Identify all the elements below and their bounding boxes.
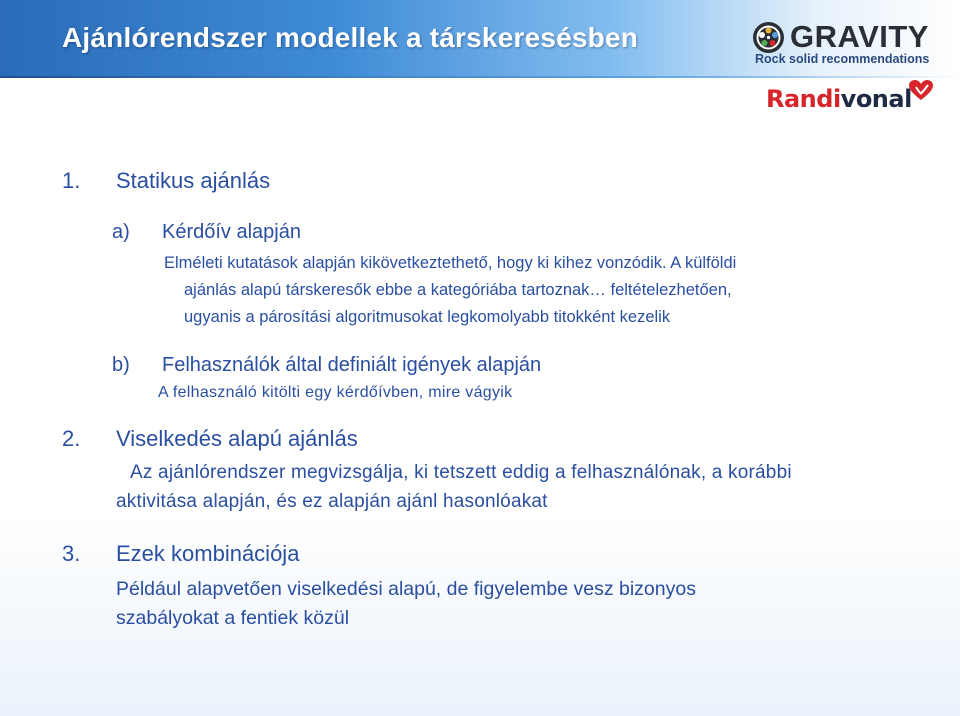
section-1-number: 1.	[62, 168, 81, 193]
section-1b-text-line-1: A felhasználó kitölti egy kérdőívben, mire vágyik	[158, 384, 513, 401]
section-1b-title: Felhasználók által definiált igények alapján	[162, 354, 542, 376]
section-3-text-line-2: szabályokat a fentiek közül	[116, 607, 350, 629]
section-3-text-line-1: Például alapvetően viselkedési alapú, de figyelembe vesz bizonyos	[116, 578, 696, 600]
section-2-text-line-2: aktivitása alapján, és ez alapján ajánl hasonlóakat	[116, 491, 548, 512]
section-3-number: 3.	[62, 541, 81, 566]
section-1a-text-line-3: ugyanis a párosítási algoritmusokat legkomolyabb titokként kezelik	[184, 308, 671, 326]
section-1-title: Statikus ajánlás	[116, 168, 271, 193]
section-3-title: Ezek kombinációja	[116, 541, 300, 566]
randivonal-wordmark-part1: Randi	[766, 85, 841, 113]
section-1a-text-line-1: Elméleti kutatások alapján kikövetkeztethető, hogy ki kihez vonzódik. A külföldi	[164, 254, 737, 272]
section-2-title: Viselkedés alapú ajánlás	[116, 426, 358, 451]
slide-title: Ajánlórendszer modellek a társkeresésben	[62, 22, 639, 53]
section-1b-letter: b)	[112, 354, 130, 376]
section-2-number: 2.	[62, 426, 81, 451]
section-1a-text-line-2: ajánlás alapú társkeresők ebbe a kategóriába tartoznak… feltételezhetően,	[184, 281, 732, 299]
section-2-text-line-1: Az ajánlórendszer megvizsgálja, ki tetszett eddig a felhasználónak, a korábbi	[130, 462, 792, 483]
section-1a-title: Kérdőív alapján	[162, 221, 301, 243]
randivonal-wordmark-part2: vonal	[840, 85, 912, 113]
gravity-wordmark: GRAVITY	[790, 19, 929, 54]
gravity-tagline: Rock solid recommendations	[755, 52, 930, 66]
section-1a-letter: a)	[112, 221, 130, 243]
